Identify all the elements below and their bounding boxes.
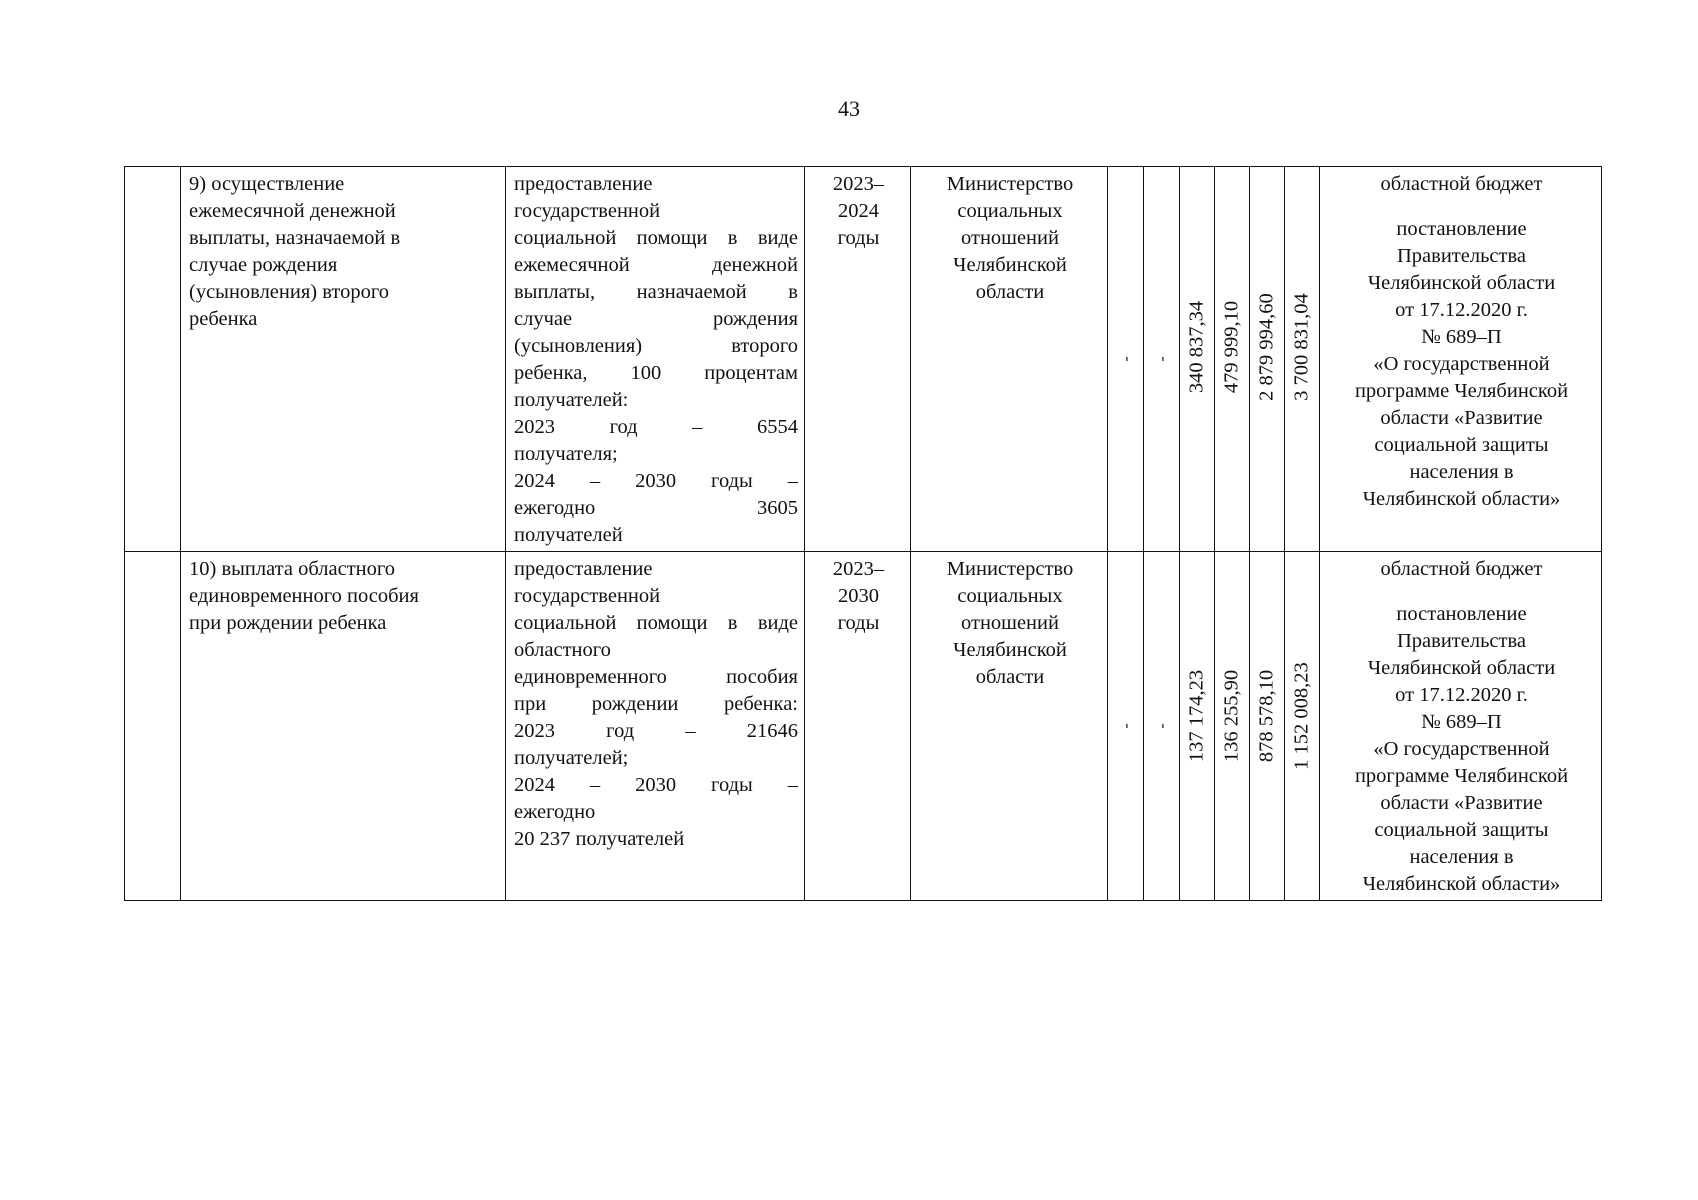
cell-line: ребенка — [189, 308, 258, 330]
cell-line: областного — [514, 639, 611, 661]
cell-line: годы — [837, 227, 880, 249]
cell-line: государственной — [514, 585, 661, 607]
cell-line: социальных — [957, 585, 1063, 607]
cell-line: 2024 – 2030 годы – — [514, 774, 798, 796]
cell-line: программе Челябинской — [1354, 765, 1569, 787]
cell-line: выплаты, назначаемой в — [189, 227, 401, 249]
cell-line: социальных — [957, 200, 1063, 222]
funding-cell-11 — [1285, 167, 1320, 552]
funding-source: областной бюджет — [1380, 173, 1543, 195]
cell-line: государственной — [514, 200, 661, 222]
cell-line: (усыновления) второго — [514, 335, 798, 357]
cell-line: Правительства — [1396, 245, 1526, 267]
funding-cell-10 — [1250, 552, 1285, 901]
cell-line: 2023 год – 6554 — [514, 416, 798, 438]
cell-line: при рождении ребенка: — [514, 693, 798, 715]
cell-line: постановление — [1396, 603, 1527, 625]
cell-line: Челябинской области» — [1362, 488, 1561, 510]
cell-line: 2030 — [838, 585, 879, 607]
cell-line: 2023– — [832, 558, 885, 580]
dash-value: - — [1153, 356, 1170, 362]
cell-line: от 17.12.2020 г. — [1395, 684, 1528, 706]
cell-line: отношений — [961, 612, 1059, 634]
amount-value: 137 174,23 — [1185, 669, 1208, 762]
cell-line: получателей — [514, 524, 623, 546]
dash-value: - — [1153, 723, 1170, 729]
cell-line: получателя; — [514, 443, 618, 465]
cell-line: 20 237 получателей — [514, 828, 685, 850]
cell-line: ребенка, 100 процентам — [514, 362, 798, 384]
funding-cell-7 — [1144, 552, 1180, 901]
cell-line: от 17.12.2020 г. — [1395, 299, 1528, 321]
result-cell — [506, 167, 805, 552]
cell-line: случае рождения — [189, 254, 338, 276]
program-table — [124, 166, 1602, 901]
executor-cell — [911, 167, 1108, 552]
funding-source: областной бюджет — [1380, 558, 1543, 580]
cell-line: предоставление — [514, 558, 653, 580]
cell-line: единовременного пособия — [189, 585, 419, 607]
funding-cell-11 — [1285, 552, 1320, 901]
cell-line: при рождении ребенка — [189, 612, 387, 634]
cell-line: Челябинской — [953, 254, 1067, 276]
funding-cell-10 — [1250, 167, 1285, 552]
funding-cell-9 — [1215, 167, 1250, 552]
row-number-cell — [125, 167, 181, 552]
cell-line: ежемесячной денежной — [514, 254, 798, 276]
cell-line: 2023– — [832, 173, 885, 195]
source-basis-cell — [1320, 552, 1602, 901]
executor-cell — [911, 552, 1108, 901]
row-number-cell — [125, 552, 181, 901]
funding-cell-6 — [1108, 552, 1144, 901]
cell-line: программе Челябинской — [1354, 380, 1569, 402]
cell-line: социальной защиты — [1374, 434, 1549, 456]
amount-value: 1 152 008,23 — [1290, 661, 1313, 770]
result-cell — [506, 552, 805, 901]
cell-line: единовременного пособия — [514, 666, 798, 688]
cell-line: (усыновления) второго — [189, 281, 389, 303]
cell-line: отношений — [961, 227, 1059, 249]
cell-line: 10) выплата областного — [189, 558, 396, 580]
amount-value: 340 837,34 — [1185, 301, 1208, 394]
period-cell — [805, 552, 911, 901]
cell-line: Министерство — [946, 173, 1074, 195]
cell-line: ежегодно — [514, 801, 596, 823]
spacer — [1328, 583, 1595, 601]
cell-line: области «Развитие — [1380, 792, 1543, 814]
cell-line: 2024 – 2030 годы – — [514, 470, 798, 492]
cell-line: предоставление — [514, 173, 653, 195]
cell-line: Правительства — [1396, 630, 1526, 652]
cell-line: Челябинской области — [1367, 657, 1556, 679]
cell-line: № 689–П — [1421, 711, 1502, 733]
amount-value: 878 578,10 — [1255, 669, 1278, 762]
funding-cell-6 — [1108, 167, 1144, 552]
cell-line: «О государственной — [1373, 738, 1550, 760]
cell-line: населения в — [1409, 846, 1514, 868]
cell-line: случае рождения — [514, 308, 798, 330]
cell-line: области — [975, 666, 1045, 688]
amount-value: 479 999,10 — [1220, 301, 1243, 394]
cell-line: ежегодно 3605 — [514, 497, 798, 519]
funding-cell-9 — [1215, 552, 1250, 901]
cell-line: 9) осуществление — [189, 173, 345, 195]
page-number: 43 — [838, 96, 860, 121]
cell-line: Челябинской области» — [1362, 873, 1561, 895]
source-basis-cell — [1320, 167, 1602, 552]
cell-line: Челябинской области — [1367, 272, 1556, 294]
cell-line: населения в — [1409, 461, 1514, 483]
funding-cell-8 — [1180, 552, 1215, 901]
table-body — [125, 167, 1602, 901]
cell-line: № 689–П — [1421, 326, 1502, 348]
cell-line: социальной помощи в виде — [514, 227, 798, 249]
cell-line: области «Развитие — [1380, 407, 1543, 429]
table-row — [125, 167, 1602, 552]
cell-line: ежемесячной денежной — [189, 200, 396, 222]
cell-line: области — [975, 281, 1045, 303]
event-name-cell — [181, 552, 506, 901]
cell-line: Министерство — [946, 558, 1074, 580]
cell-line: годы — [837, 612, 880, 634]
period-cell — [805, 167, 911, 552]
table-row — [125, 552, 1602, 901]
cell-line: постановление — [1396, 218, 1527, 240]
dash-value: - — [1117, 723, 1134, 729]
cell-line: 2023 год – 21646 — [514, 720, 798, 742]
cell-line: Челябинской — [953, 639, 1067, 661]
cell-line: получателей; — [514, 747, 629, 769]
cell-line: получателей: — [514, 389, 629, 411]
event-name-cell — [181, 167, 506, 552]
amount-value: 136 255,90 — [1220, 669, 1243, 762]
amount-value: 3 700 831,04 — [1290, 293, 1313, 402]
cell-line: выплаты, назначаемой в — [514, 281, 798, 303]
spacer — [1328, 198, 1595, 216]
dash-value: - — [1117, 356, 1134, 362]
amount-value: 2 879 994,60 — [1255, 293, 1278, 402]
funding-cell-8 — [1180, 167, 1215, 552]
cell-line: социальной защиты — [1374, 819, 1549, 841]
cell-line: «О государственной — [1373, 353, 1550, 375]
funding-cell-7 — [1144, 167, 1180, 552]
cell-line: 2024 — [838, 200, 879, 222]
cell-line: социальной помощи в виде — [514, 612, 798, 634]
